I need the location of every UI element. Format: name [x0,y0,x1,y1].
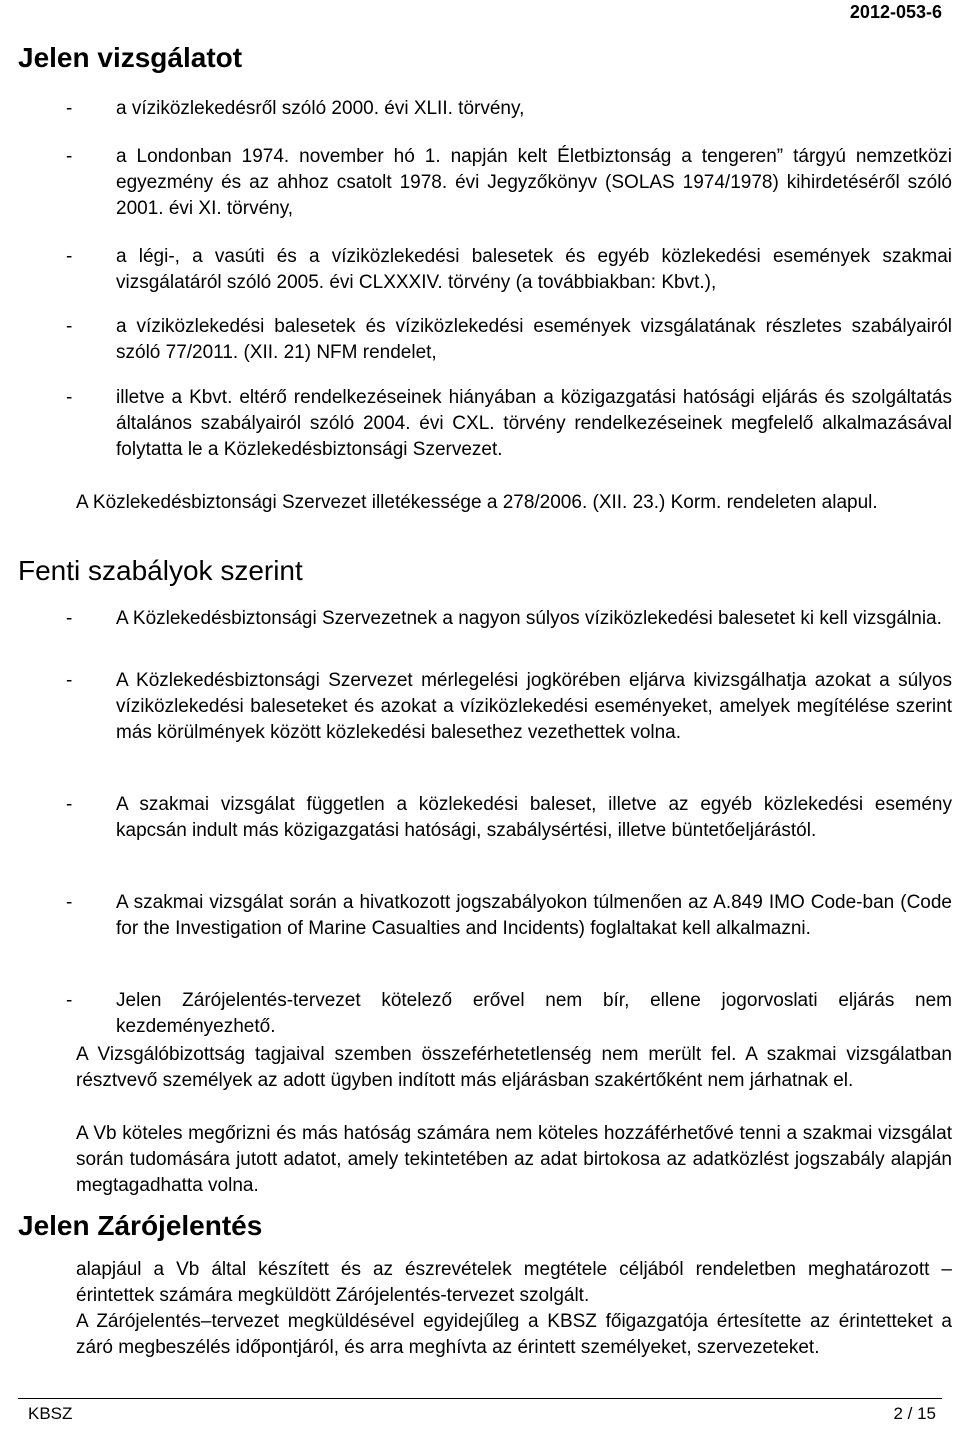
paragraph-committee: A Vizsgálóbizottság tagjaival szemben összeférhetetlenség nem merült fel. A szakmai vizsgálatban résztvevő személyek az adott ügyben indított más eljárásban szakértőként nem járhatnak el. [76,1044,952,1091]
bullet-dash: - [66,316,73,337]
paragraph-confidentiality: A Vb köteles megőrizni és más hatóság számára nem köteles hozzáférhetővé tenni a szakmai vizsgálat során tudomására jutott adatot, amely tekintetében az adat birtokosa az adatközlést jogszabály alapján megtagadhatta volna. [76,1123,952,1196]
list-item [66,385,952,463]
bullet-dash: - [66,246,73,267]
list-item-text: illetve a Kbvt. eltérő rendelkezéseinek hiányában a közigazgatási hatósági eljárás és szolgáltatás általános szabályairól szóló 2004. évi CXL. törvény rendelkezéseinek megfelelő alkalmazásával folytatta le a Közlekedésbiztonsági Szervezet. [116,387,952,460]
list-item [66,792,952,844]
list-item [66,96,952,122]
section-title-jelen-zarojelentes: Jelen Zárójelentés [18,1210,263,1241]
list-item [66,144,952,222]
list-item [66,988,952,1040]
bullet-dash: - [66,794,73,815]
list-item-text: A Közlekedésbiztonsági Szervezetnek a nagyon súlyos víziközlekedési balesetet ki kell vizsgálnia. [116,608,942,629]
footer-divider [18,1398,942,1399]
list-item [66,606,952,632]
list-item-text: A Közlekedésbiztonsági Szervezet mérlegelési jogkörében eljárva kivizsgálhatja azokat a súlyos víziközlekedési baleseteket és azokat a víziközlekedési eseményeket, amelyek megítélése szerint más körülmények között közlekedési balesethez vezethettek volna. [116,670,952,743]
list-item [66,890,952,942]
list-item-text: a légi-, a vasúti és a víziközlekedési balesetek és egyéb közlekedési események szakmai vizsgálatáról szóló 2005. évi CLXXXIV. törvény (a továbbiakban: Kbvt.), [116,246,952,293]
list-item-text: Jelen Zárójelentés-tervezet kötelező erővel nem bír, ellene jogorvoslati eljárás nem kezdeményezhető. [116,990,952,1037]
footer-org: KBSZ [28,1404,73,1423]
section-title-fenti-szabalyok: Fenti szabályok szerint [18,555,303,586]
list-item-text: a víziközlekedési balesetek és víziközlekedési események vizsgálatának részletes szabályairól szóló 77/2011. (XII. 21) NFM rendelet, [116,316,952,363]
bullet-dash: - [66,98,73,119]
section-title-jelen-vizsgalatot: Jelen vizsgálatot [18,42,243,73]
list-item [66,244,952,296]
page-number: 2 / 15 [893,1404,936,1423]
list-item [66,314,952,366]
paragraph-notification: A Zárójelentés–tervezet megküldésével egyidejűleg a KBSZ főigazgatója értesítette az érintetteket a záró megbeszélés időpontjáról, és arra meghívta az érintett személyeket, szervezeteket. [76,1311,952,1358]
bullet-dash: - [66,990,73,1011]
bullet-dash: - [66,608,73,629]
paragraph-jurisdiction: A Közlekedésbiztonsági Szervezet illetékessége a 278/2006. (XII. 23.) Korm. rendeleten alapul. [76,492,878,513]
bullet-dash: - [66,670,73,691]
list-item [66,668,952,746]
paragraph-basis: alapjául a Vb által készített és az észrevételek megtétele céljából rendeletben meghatározott – érintettek számára megküldött Zárójelentés-tervezet szolgált. [76,1259,952,1306]
bullet-dash: - [66,387,73,408]
document-id: 2012-053-6 [849,2,942,22]
list-item-text: a Londonban 1974. november hó 1. napján kelt Életbiztonság a tengeren” tárgyú nemzetközi egyezmény és az ahhoz csatolt 1978. évi Jegyzőkönyv (SOLAS 1974/1978) kihirdetéséről szóló 2001. évi XI. törvény, [116,146,952,219]
list-item-text: A szakmai vizsgálat független a közlekedési baleset, illetve az egyéb közlekedési esemény kapcsán indult más közigazgatási hatósági, szabálysértési, illetve büntetőeljárástól. [116,794,952,841]
bullet-dash: - [66,892,73,913]
list-item-text: a víziközlekedésről szóló 2000. évi XLII. törvény, [116,98,525,119]
list-item-text: A szakmai vizsgálat során a hivatkozott jogszabályokon túlmenően az A.849 IMO Code-ban (Code for the Investigation of Marine Casualties and Incidents) foglaltakat kell alkalmazni. [116,892,952,939]
bullet-dash: - [66,146,73,167]
